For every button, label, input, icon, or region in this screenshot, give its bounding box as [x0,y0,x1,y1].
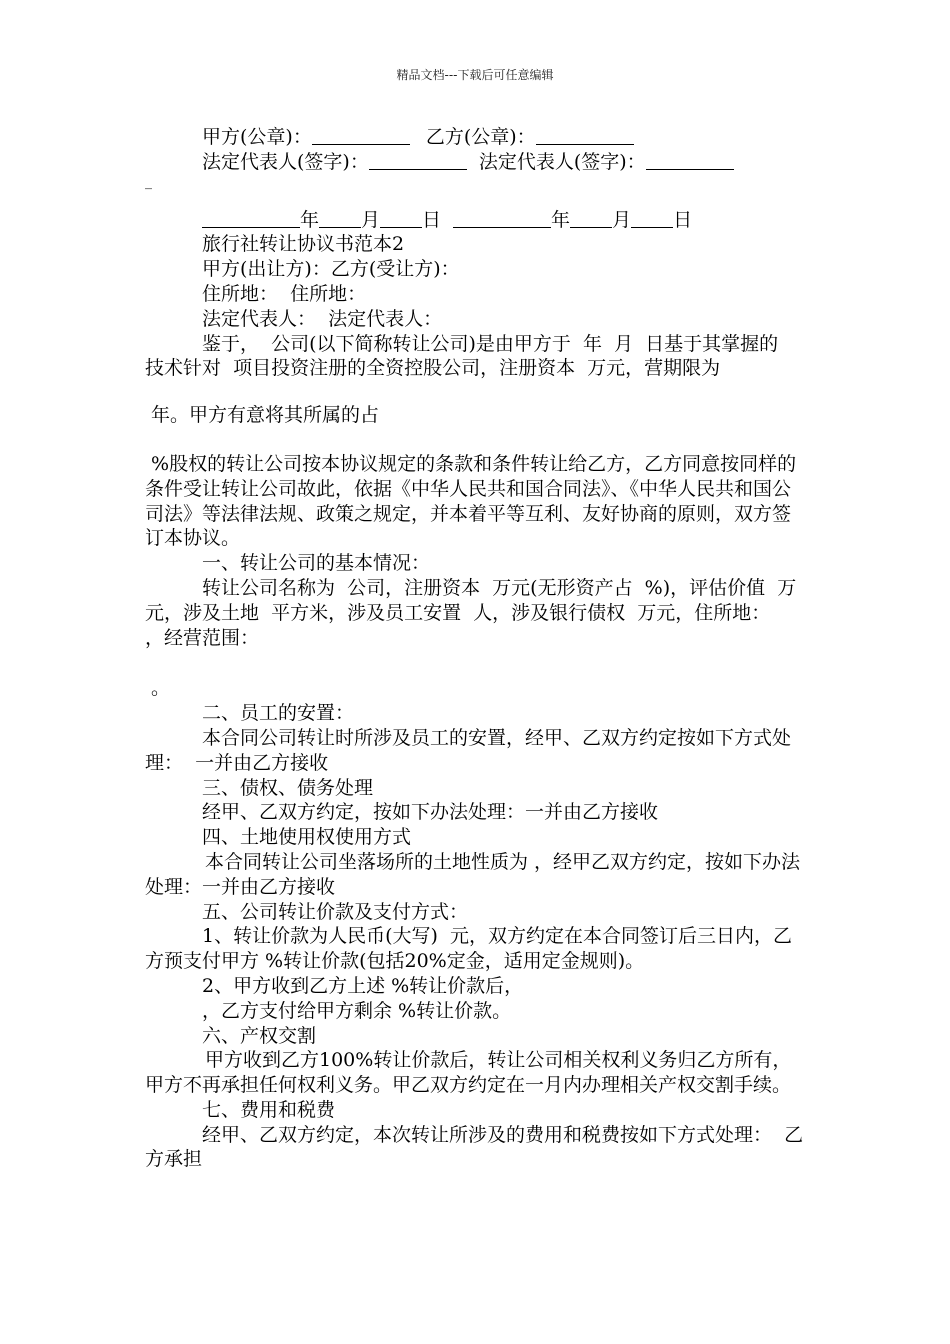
document-title: 旅行社转让协议书范本2 [202,233,405,256]
section-7-title: 七、费用和税费 [202,1098,336,1121]
address-line: 住所地： 住所地： [202,282,367,305]
rep-a-label: 法定代表人(签字)： [202,150,369,173]
party-a-seal-label: 甲方(公章)： [202,126,312,148]
section-6-text: 甲方收到乙方100%转让价款后，转让公司相关权利义务归乙方所有，甲方不再承担任何权利义务。甲乙双方约定在一月内办理相关产权交割手续。 [145,1049,792,1097]
party-b-seal-blank [536,126,634,145]
party-a-seal-blank [312,126,410,145]
section-4-title: 四、土地使用权使用方式 [202,826,412,849]
parties-line: 甲方(出让方)：乙方(受让方)： [202,258,460,281]
date-b-year-blank [453,209,551,228]
date-line: 年 月 日 年 月 日 [145,208,805,233]
document-body [145,125,805,1172]
intro-paragraph: 鉴于， 公司(以下简称转让公司)是由甲方于 年 月 日基于其掌握的 技术针对 项目投资注册的全资控股公司，注册资本 万元，营期限为 [145,332,791,380]
section-5-payment-1: 1、转让价款为人民币(大写) 元，双方约定在本合同签订后三日内，乙方预支付甲方 %转让价款(包括20%定金，适用定金规则)。 [145,925,792,973]
page-header: 精品文档---下载后可任意编辑 [396,68,554,82]
section-5-title: 五、公司转让价款及支付方式： [202,900,469,923]
date-a-year-blank [202,209,300,228]
intro-years: 年。甲方有意将其所属的占 [145,404,380,427]
section-2-title: 二、员工的安置： [202,702,355,725]
rep-b-blank [646,151,734,170]
section-5-payment-3: ，乙方支付给甲方剩余 %转让价款。 [202,999,512,1022]
section-3-title: 三、债权、债务处理 [202,776,374,799]
section-1-tail: 。 [145,677,171,700]
section-3-text: 经甲、乙双方约定，按如下办法处理：一并由乙方接收 [202,801,659,824]
section-6-title: 六、产权交割 [202,1024,317,1047]
section-2-text: 本合同公司转让时所涉及员工的安置，经甲、乙双方约定按如下方式处理： 一并由乙方接收 [145,726,792,774]
wrap-underscore: _ [145,173,152,190]
rep-sign-line [145,150,805,175]
section-1-text: 转让公司名称为 公司，注册资本 万元(无形资产占 %)，评估价值 万元，涉及土地 平方米，涉及员工安置 人，涉及银行债权 万元，住所地： ，经营范围： [145,576,797,649]
party-b-seal-label: 乙方(公章)： [425,126,536,148]
section-1-title: 一、转让公司的基本情况： [202,552,431,575]
section-4-text: 本合同转让公司坐落场所的土地性质为 ，经甲乙双方约定，按如下办法处理：一并由乙方接收 [145,850,801,898]
reps-line: 法定代表人： 法定代表人： [202,307,443,330]
section-5-payment-2: 2、甲方收到乙方上述 %转让价款后， [202,974,524,997]
section-7-text: 经甲、乙双方约定，本次转让所涉及的费用和税费按如下方式处理： 乙方承担 [145,1123,804,1171]
seal-line [145,125,805,150]
intro-equity: %股权的转让公司按本协议规定的条款和条件转让给乙方，乙方同意按同样的条件受让转让公司故此，依据《中华人民共和国合同法》、《中华人民共和国公司法》等法律法规、政策之规定，并本着平等互利、友好协商的原则，双方签订本协议。 [145,452,797,550]
rep-b-label: 法定代表人(签字)： [478,150,646,173]
rep-a-blank [369,151,467,170]
